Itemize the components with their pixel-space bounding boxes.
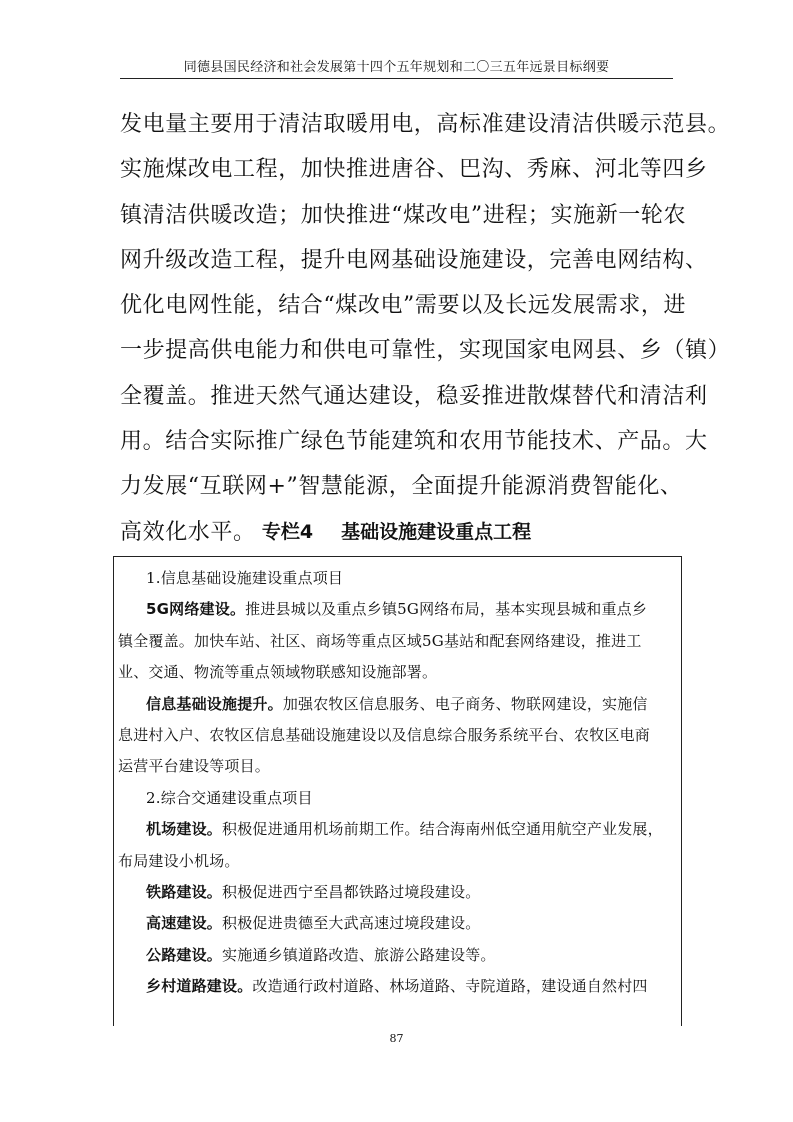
running-header: 同德县国民经济和社会发展第十四个五年规划和二〇三五年远景目标纲要 xyxy=(183,60,610,75)
item-text: 推进县城以及重点乡镇5G网络布局，基本实现县城和重点乡 xyxy=(245,600,648,619)
box-title xyxy=(120,517,673,544)
body-line: 优化电网性能，结合“煤改电”需要以及长远发展需求，进 xyxy=(120,293,687,319)
box-label: 专栏4 xyxy=(261,521,314,543)
body-line: 一步提高供电能力和供电可靠性，实现国家电网县、乡（镇） xyxy=(120,338,731,364)
item-line xyxy=(146,689,676,720)
item-line xyxy=(146,594,676,625)
item-term: 公路建设。 xyxy=(146,945,223,964)
item-line: 息进村入户、农牧区信息基础设施建设以及信息综合服务系统平台、农牧区电商 xyxy=(118,725,651,744)
body-line: 高效化水平。 xyxy=(120,519,256,545)
item-line: 镇全覆盖。加快车站、社区、商场等重点区域5G基站和配套网络建设，推进工 xyxy=(118,631,642,650)
body-line: 用。结合实际推广绿色节能建筑和农用节能技术、产品。大 xyxy=(120,429,708,455)
item-text: 改造通行政村道路、林场道路、寺院道路，建设通自然村四 xyxy=(252,977,648,996)
item-term: 信息基础设施提升。 xyxy=(146,694,283,713)
header-rule xyxy=(120,78,673,79)
item-line xyxy=(146,908,676,939)
section-heading: 2.综合交通建设重点项目 xyxy=(146,788,313,807)
body-line: 实施煤改电工程，加快推进唐谷、巴沟、秀麻、河北等四乡 xyxy=(120,157,708,183)
item-line: 业、交通、物流等重点领域物联感知设施部署。 xyxy=(118,663,438,682)
item-line: 布局建设小机场。 xyxy=(118,851,240,870)
item-term: 机场建设。 xyxy=(146,820,223,839)
box-title-text: 基础设施建设重点工程 xyxy=(341,521,532,543)
item-line: 运营平台建设等项目。 xyxy=(118,757,271,776)
body-paragraph xyxy=(120,102,731,555)
item-line xyxy=(146,814,676,845)
body-line: 发电量主要用于清洁取暖用电，高标准建设清洁供暖示范县。 xyxy=(120,112,731,137)
item-term: 5G网络建设。 xyxy=(146,600,246,619)
item-term: 乡村道路建设。 xyxy=(146,977,253,996)
item-term: 铁路建设。 xyxy=(146,882,223,901)
item-line xyxy=(146,877,676,908)
item-text: 积极促进通用机场前期工作。结合海南州低空通用航空产业发展， xyxy=(222,820,663,839)
item-term: 高速建设。 xyxy=(146,914,223,933)
key-projects-box xyxy=(113,556,682,1026)
body-line: 镇清洁供暖改造；加快推进“煤改电”进程；实施新一轮农 xyxy=(120,202,687,228)
body-line: 网升级改造工程，提升电网基础设施建设，完善电网结构、 xyxy=(120,247,708,273)
item-text: 积极促进西宁至昌都铁路过境段建设。 xyxy=(222,882,481,901)
item-line xyxy=(146,940,676,971)
body-line: 力发展“互联网+”智慧能源，全面提升能源消费智能化、 xyxy=(120,474,683,500)
body-line: 全覆盖。推进天然气通达建设，稳妥推进散煤替代和清洁利 xyxy=(120,383,708,409)
item-text: 积极促进贵德至大武高速过境段建设。 xyxy=(222,914,481,933)
item-text: 加强农牧区信息服务、电子商务、物联网建设，实施信 xyxy=(282,694,648,713)
item-line xyxy=(146,971,676,1002)
item-text: 实施通乡镇道路改造、旅游公路建设等。 xyxy=(222,945,496,964)
section-heading: 1.信息基础设施建设重点项目 xyxy=(146,569,344,587)
page-number: 87 xyxy=(389,1032,404,1045)
